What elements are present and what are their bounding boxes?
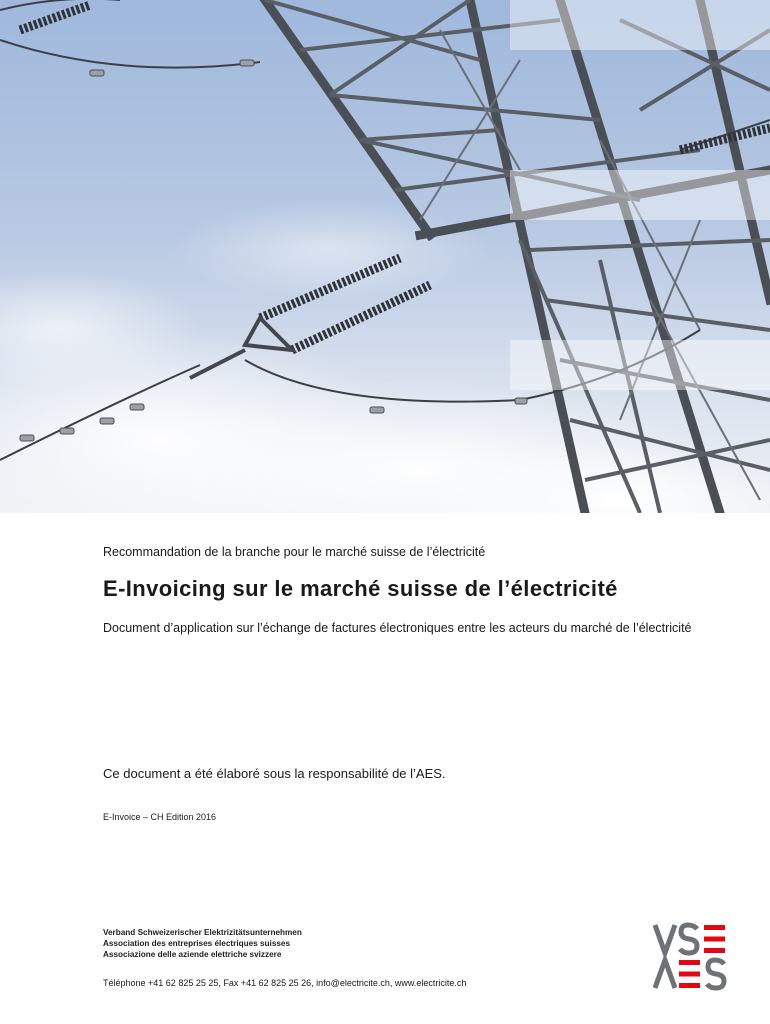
document-description: Document d’application sur l’échange de factures électroniques entre les acteurs du marché de l’électricité	[103, 621, 692, 635]
vse-aes-logo	[652, 922, 728, 992]
document-title: E-Invoicing sur le marché suisse de l’électricité	[103, 576, 618, 601]
organization-names	[103, 927, 302, 960]
organization-name-it: Associazione delle aziende elettriche svizzere	[103, 950, 282, 959]
responsibility-note: Ce document a été élaboré sous la responsabilité de l’AES.	[103, 766, 446, 781]
header-kicker: Recommandation de la branche pour le marché suisse de l’électricité	[103, 545, 486, 559]
edition-label: E-Invoice – CH Edition 2016	[103, 812, 217, 822]
contact-line: Téléphone +41 62 825 25 25, Fax +41 62 825 25 26, info@electricite.ch, www.electricite.ch	[103, 978, 467, 988]
organization-name-de: Verband Schweizerischer Elektrizitätsunternehmen	[103, 928, 302, 937]
organization-name-fr: Association des entreprises électriques suisses	[103, 939, 291, 948]
